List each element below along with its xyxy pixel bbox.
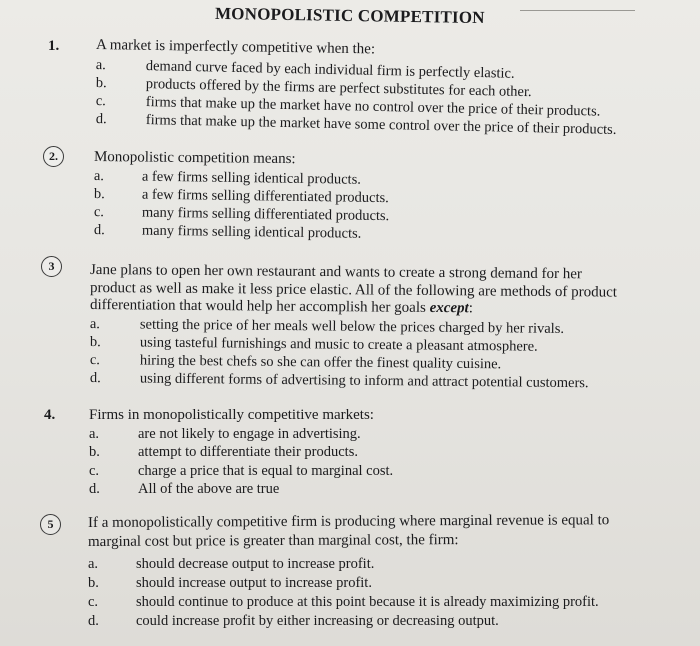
question-number-circled: 3 — [41, 256, 62, 277]
question-stem-line-3 — [90, 297, 473, 317]
option-text: a few firms selling differentiated products. — [141, 186, 389, 207]
question-number: 4. — [44, 407, 56, 423]
option-text: hiring the best chefs so she can offer the finest quality cuisine. — [139, 352, 502, 373]
question-stem-line-2: product as well as make it less price elastic. All of the following are methods of product — [89, 280, 618, 301]
option-letter: c. — [89, 352, 101, 369]
option-text: attempt to differentiate their products. — [138, 444, 358, 460]
option-text: a few firms selling identical products. — [141, 168, 362, 188]
option-letter: b. — [93, 186, 105, 203]
page-title: MONOPOLISTIC COMPETITION — [214, 3, 485, 28]
header-rule — [520, 10, 635, 11]
option-letter: a. — [88, 556, 99, 572]
option-text: could increase profit by either increasing or decreasing output. — [136, 613, 499, 629]
stem-end: : — [468, 300, 473, 317]
option-text: many firms selling identical products. — [141, 222, 362, 242]
option-text: should continue to produce at this point because it is already maximizing profit. — [136, 594, 599, 610]
option-text: using tasteful furnishings and music to create a pleasant atmosphere. — [139, 334, 538, 355]
option-letter: b. — [95, 75, 107, 92]
option-letter: b. — [89, 444, 100, 460]
option-letter: b. — [88, 575, 99, 591]
option-letter: a. — [93, 168, 105, 185]
option-text: demand curve faced by each individual firm is perfectly elastic. — [145, 58, 515, 82]
option-letter: c. — [93, 204, 105, 221]
option-text: setting the price of her meals well below the prices charged by her rivals. — [139, 316, 565, 337]
question-stem: Firms in monopolistically competitive markets: — [89, 407, 374, 423]
option-letter: d. — [89, 370, 101, 387]
option-letter: c. — [95, 93, 107, 110]
option-letter: d. — [95, 111, 107, 128]
option-letter: a. — [89, 316, 101, 333]
option-text: charge a price that is equal to marginal cost. — [138, 463, 394, 479]
option-letter: d. — [89, 481, 100, 497]
question-stem: A market is imperfectly competitive when the: — [95, 37, 376, 58]
option-text: firms that make up the market have no control over the price of their products. — [145, 94, 601, 120]
option-letter: c. — [89, 463, 100, 479]
option-text: should decrease output to increase profit. — [136, 556, 375, 572]
stem-text: differentiation that would help her accomplish her goals — [89, 297, 426, 316]
option-letter: a. — [95, 57, 107, 74]
question-stem-line-2: marginal cost but price is greater than marginal cost, the firm: — [87, 532, 459, 550]
question-number-circled: 5 — [40, 514, 61, 535]
option-letter: b. — [89, 334, 101, 351]
question-number: 1. — [48, 38, 60, 54]
option-text: using different forms of advertising to inform and attract potential customers. — [139, 370, 589, 392]
option-letter: d. — [93, 222, 105, 239]
option-text: are not likely to engage in advertising. — [138, 426, 361, 442]
question-stem-line-1: If a monopolistically competitive firm is producing where marginal revenue is equal to — [87, 512, 610, 531]
option-letter: a. — [89, 426, 100, 442]
option-text: many firms selling differentiated products. — [141, 204, 390, 225]
option-letter: c. — [88, 594, 99, 610]
question-stem: Monopolistic competition means: — [93, 149, 296, 168]
option-text: All of the above are true — [138, 481, 280, 497]
question-number-circled: 2. — [43, 146, 64, 167]
option-letter: d. — [88, 613, 99, 629]
option-text: firms that make up the market have some control over the price of their products. — [145, 112, 617, 138]
stem-emphasis: except — [429, 299, 469, 317]
question-stem-line-1: Jane plans to open her own restaurant and wants to create a strong demand for her — [89, 262, 582, 283]
option-text: should increase output to increase profit. — [136, 575, 372, 591]
option-text: products offered by the firms are perfect substitutes for each other. — [145, 76, 532, 101]
